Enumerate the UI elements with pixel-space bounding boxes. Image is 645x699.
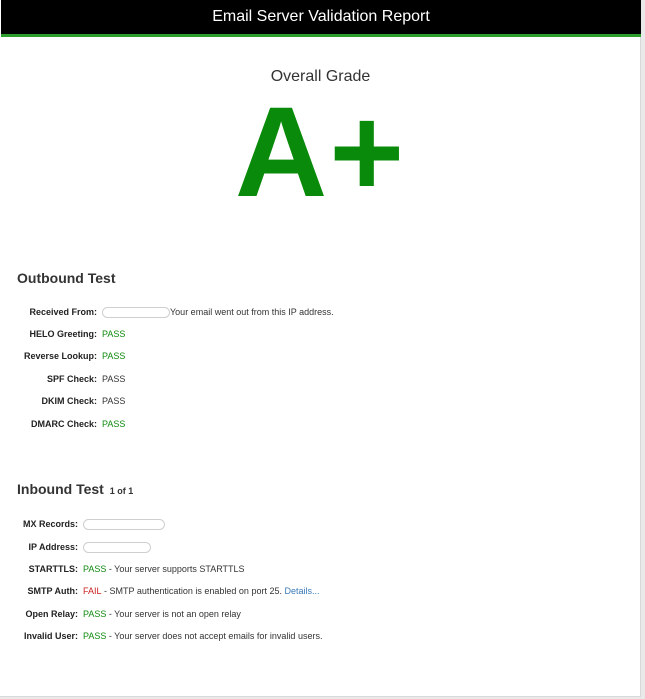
outbound-row-reverse-lookup <box>0 349 125 363</box>
spf-status: PASS <box>102 374 126 384</box>
dmarc-label: DMARC Check: <box>30 419 97 429</box>
redacted-ip-address <box>83 542 151 553</box>
helo-label: HELO Greeting: <box>29 329 97 339</box>
outbound-row-spf <box>0 372 125 386</box>
inbound-row-mx-records <box>0 517 165 531</box>
received-from-label: Received From: <box>29 307 97 317</box>
inbound-row-open-relay <box>0 607 241 621</box>
overall-grade-value: A+ <box>234 81 407 224</box>
outbound-title: Outbound Test <box>17 270 116 286</box>
dmarc-status: PASS <box>102 419 126 429</box>
report-title: Email Server Validation Report <box>212 8 430 25</box>
smtp-auth-label: SMTP Auth: <box>27 586 78 596</box>
spf-label: SPF Check: <box>46 374 97 384</box>
report-header <box>1 0 641 37</box>
ip-address-label: IP Address: <box>28 542 78 552</box>
inbound-title: Inbound Test <box>17 481 104 497</box>
open-relay-detail: - Your server is not an open relay <box>106 609 241 619</box>
overall-grade-label: Overall Grade <box>270 68 371 85</box>
outbound-row-received-from <box>0 305 334 319</box>
inbound-section-title <box>17 481 133 497</box>
starttls-detail: - Your server supports STARTTLS <box>106 564 245 574</box>
redacted-mx <box>83 519 165 530</box>
outbound-row-helo <box>0 327 125 341</box>
mx-records-label: MX Records: <box>22 519 78 529</box>
dkim-label: DKIM Check: <box>41 396 97 406</box>
smtp-auth-status: FAIL <box>83 586 102 596</box>
inbound-row-ip-address <box>0 540 151 554</box>
smtp-auth-detail: - SMTP authentication is enabled on port 25. <box>101 586 285 596</box>
open-relay-label: Open Relay: <box>25 609 78 619</box>
inbound-row-smtp-auth <box>0 584 319 598</box>
outbound-section-title <box>17 270 116 286</box>
inbound-row-invalid-user <box>0 629 322 643</box>
starttls-status: PASS <box>83 564 107 574</box>
helo-status: PASS <box>102 329 126 339</box>
invalid-user-status: PASS <box>83 631 107 641</box>
received-from-detail: Your email went out from this IP address. <box>170 307 334 317</box>
smtp-auth-details-link[interactable]: Details... <box>284 586 320 596</box>
starttls-label: STARTTLS: <box>28 564 78 574</box>
invalid-user-label: Invalid User: <box>23 631 78 641</box>
outbound-row-dkim <box>0 394 125 408</box>
open-relay-status: PASS <box>83 609 107 619</box>
inbound-count: 1 of 1 <box>109 486 134 496</box>
invalid-user-detail: - Your server does not accept emails for invalid users. <box>106 631 323 641</box>
inbound-row-starttls <box>0 562 245 576</box>
dkim-status: PASS <box>102 396 126 406</box>
outbound-row-dmarc <box>0 417 125 431</box>
reverse-lookup-status: PASS <box>102 351 126 361</box>
redacted-ip <box>102 307 170 318</box>
reverse-lookup-label: Reverse Lookup: <box>23 351 97 361</box>
